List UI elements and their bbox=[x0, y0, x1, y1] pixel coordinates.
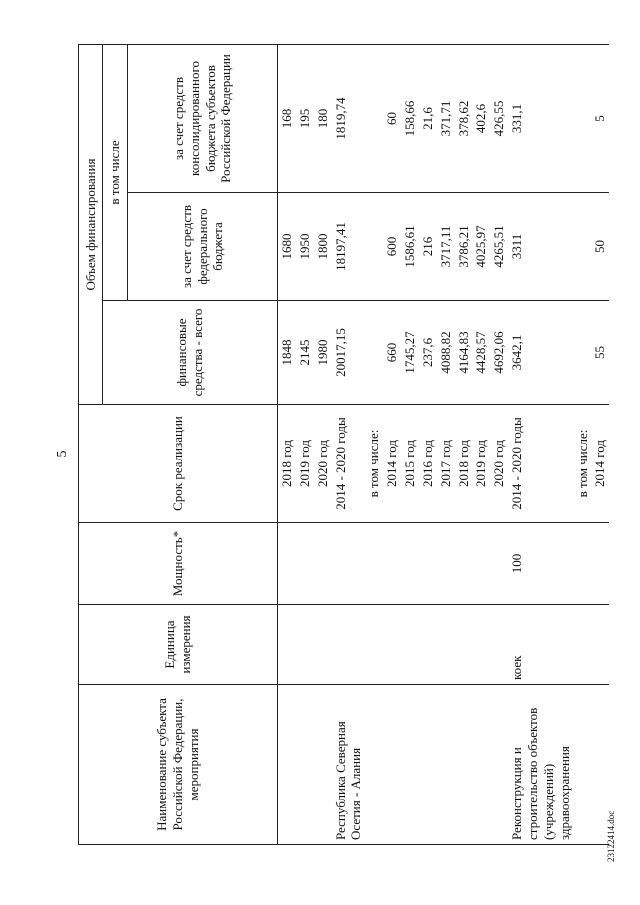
cell-capacity bbox=[383, 523, 401, 605]
cell-capacity bbox=[401, 523, 419, 605]
cell-name bbox=[401, 685, 419, 845]
cell-period: 2015 год bbox=[401, 405, 419, 523]
cell-capacity bbox=[591, 523, 609, 605]
cell-regional: 402,6 bbox=[472, 44, 490, 192]
cell-period: 2020 год bbox=[314, 405, 332, 523]
table-row bbox=[332, 44, 366, 844]
cell-total: 20017,15 bbox=[332, 301, 366, 405]
table-row bbox=[455, 44, 473, 844]
cell-unit bbox=[574, 605, 592, 685]
cell-regional: 158,66 bbox=[401, 44, 419, 192]
header-federal: за счет средств федерального бюджета bbox=[128, 193, 278, 301]
cell-federal: 1950 bbox=[296, 193, 314, 301]
cell-federal: 4265,51 bbox=[490, 193, 508, 301]
cell-federal bbox=[574, 193, 592, 301]
cell-name bbox=[472, 685, 490, 845]
financing-table bbox=[78, 44, 609, 845]
cell-period: 2018 год bbox=[455, 405, 473, 523]
cell-total: 660 bbox=[383, 301, 401, 405]
cell-unit bbox=[401, 605, 419, 685]
cell-total: 237,6 bbox=[419, 301, 437, 405]
cell-capacity bbox=[490, 523, 508, 605]
header-regional: за счет средств консолидированного бюджета субъектов Российской Федерации bbox=[128, 44, 278, 192]
cell-regional: 1819,74 bbox=[332, 44, 366, 192]
footer-code: 23122414.doc bbox=[606, 810, 616, 862]
cell-capacity bbox=[472, 523, 490, 605]
table-row bbox=[437, 44, 455, 844]
cell-regional: 168 bbox=[278, 44, 296, 192]
cell-period: 2020 год bbox=[490, 405, 508, 523]
cell-period: 2014 год bbox=[591, 405, 609, 523]
header-period: Срок реализации bbox=[79, 405, 278, 523]
table-row bbox=[508, 44, 573, 844]
cell-capacity bbox=[332, 523, 366, 605]
cell-capacity bbox=[314, 523, 332, 605]
table-row bbox=[296, 44, 314, 844]
cell-name bbox=[490, 685, 508, 845]
cell-total: 2145 bbox=[296, 301, 314, 405]
cell-period: 2016 год bbox=[419, 405, 437, 523]
cell-period: 2017 год bbox=[437, 405, 455, 523]
cell-period: в том числе: bbox=[574, 405, 592, 523]
cell-federal: 3717,11 bbox=[437, 193, 455, 301]
cell-capacity bbox=[296, 523, 314, 605]
cell-name bbox=[383, 685, 401, 845]
table-row bbox=[278, 44, 296, 844]
cell-unit bbox=[332, 605, 366, 685]
header-capacity: Мощность* bbox=[79, 523, 278, 605]
cell-name bbox=[365, 685, 383, 845]
cell-federal: 600 bbox=[383, 193, 401, 301]
cell-federal: 4025,97 bbox=[472, 193, 490, 301]
cell-regional: 371,71 bbox=[437, 44, 455, 192]
cell-period: 2014 - 2020 годы bbox=[508, 405, 573, 523]
table-row bbox=[401, 44, 419, 844]
table-row bbox=[472, 44, 490, 844]
table-row bbox=[419, 44, 437, 844]
cell-regional bbox=[365, 44, 383, 192]
cell-name bbox=[278, 685, 296, 845]
cell-capacity bbox=[278, 523, 296, 605]
cell-federal: 1586,61 bbox=[401, 193, 419, 301]
cell-federal: 50 bbox=[591, 193, 609, 301]
table-body bbox=[278, 44, 610, 844]
cell-capacity: 100 bbox=[508, 523, 573, 605]
table-row bbox=[490, 44, 508, 844]
cell-name bbox=[455, 685, 473, 845]
cell-total bbox=[574, 301, 592, 405]
header-total: финансовые средства - всего bbox=[103, 301, 278, 405]
cell-unit bbox=[490, 605, 508, 685]
cell-period: 2014 - 2020 годы bbox=[332, 405, 366, 523]
cell-unit bbox=[419, 605, 437, 685]
header-unit: Единица измерения bbox=[79, 605, 278, 685]
cell-federal: 1800 bbox=[314, 193, 332, 301]
cell-total: 1745,27 bbox=[401, 301, 419, 405]
table-row bbox=[383, 44, 401, 844]
cell-total: 4164,83 bbox=[455, 301, 473, 405]
table-row bbox=[365, 44, 383, 844]
rotated-table-container bbox=[78, 45, 638, 845]
cell-total: 1848 bbox=[278, 301, 296, 405]
cell-regional bbox=[574, 44, 592, 192]
cell-unit bbox=[591, 605, 609, 685]
cell-unit bbox=[455, 605, 473, 685]
cell-period: 2019 год bbox=[296, 405, 314, 523]
cell-capacity bbox=[437, 523, 455, 605]
page-number: 5 bbox=[55, 450, 70, 458]
cell-unit bbox=[383, 605, 401, 685]
cell-unit bbox=[314, 605, 332, 685]
cell-federal: 3311 bbox=[508, 193, 573, 301]
cell-federal bbox=[365, 193, 383, 301]
table-row bbox=[314, 44, 332, 844]
cell-period: 2014 год bbox=[383, 405, 401, 523]
cell-total: 4088,82 bbox=[437, 301, 455, 405]
cell-period: в том числе: bbox=[365, 405, 383, 523]
cell-unit bbox=[296, 605, 314, 685]
cell-regional: 331,1 bbox=[508, 44, 573, 192]
cell-capacity bbox=[365, 523, 383, 605]
cell-name bbox=[574, 685, 592, 845]
cell-unit bbox=[365, 605, 383, 685]
cell-period: 2018 год bbox=[278, 405, 296, 523]
cell-total bbox=[365, 301, 383, 405]
cell-total: 4428,57 bbox=[472, 301, 490, 405]
cell-name bbox=[314, 685, 332, 845]
cell-name bbox=[296, 685, 314, 845]
cell-name bbox=[437, 685, 455, 845]
cell-total: 55 bbox=[591, 301, 609, 405]
cell-name: Реконструкция и строительство объектов (учреждений) здравоохранения bbox=[508, 685, 573, 845]
header-including: в том числе bbox=[103, 44, 128, 300]
cell-regional: 378,62 bbox=[455, 44, 473, 192]
table-row bbox=[591, 44, 609, 844]
cell-unit bbox=[472, 605, 490, 685]
cell-total: 3642,1 bbox=[508, 301, 573, 405]
table-row bbox=[574, 44, 592, 844]
cell-regional: 426,55 bbox=[490, 44, 508, 192]
cell-total: 1980 bbox=[314, 301, 332, 405]
header-name: Наименование субъекта Российской Федерации, мероприятия bbox=[79, 685, 278, 845]
cell-capacity bbox=[455, 523, 473, 605]
header-funding: Объем финансирования bbox=[79, 44, 103, 404]
cell-federal: 18197,41 bbox=[332, 193, 366, 301]
cell-total: 4692,06 bbox=[490, 301, 508, 405]
cell-unit: коек bbox=[508, 605, 573, 685]
cell-federal: 216 bbox=[419, 193, 437, 301]
cell-regional: 195 bbox=[296, 44, 314, 192]
cell-federal: 1680 bbox=[278, 193, 296, 301]
cell-regional: 5 bbox=[591, 44, 609, 192]
cell-period: 2019 год bbox=[472, 405, 490, 523]
cell-name bbox=[419, 685, 437, 845]
cell-regional: 21,6 bbox=[419, 44, 437, 192]
cell-regional: 60 bbox=[383, 44, 401, 192]
cell-unit bbox=[278, 605, 296, 685]
cell-name: Республика Северная Осетия - Алания bbox=[332, 685, 366, 845]
cell-unit bbox=[437, 605, 455, 685]
cell-capacity bbox=[574, 523, 592, 605]
cell-regional: 180 bbox=[314, 44, 332, 192]
cell-capacity bbox=[419, 523, 437, 605]
cell-federal: 3786,21 bbox=[455, 193, 473, 301]
